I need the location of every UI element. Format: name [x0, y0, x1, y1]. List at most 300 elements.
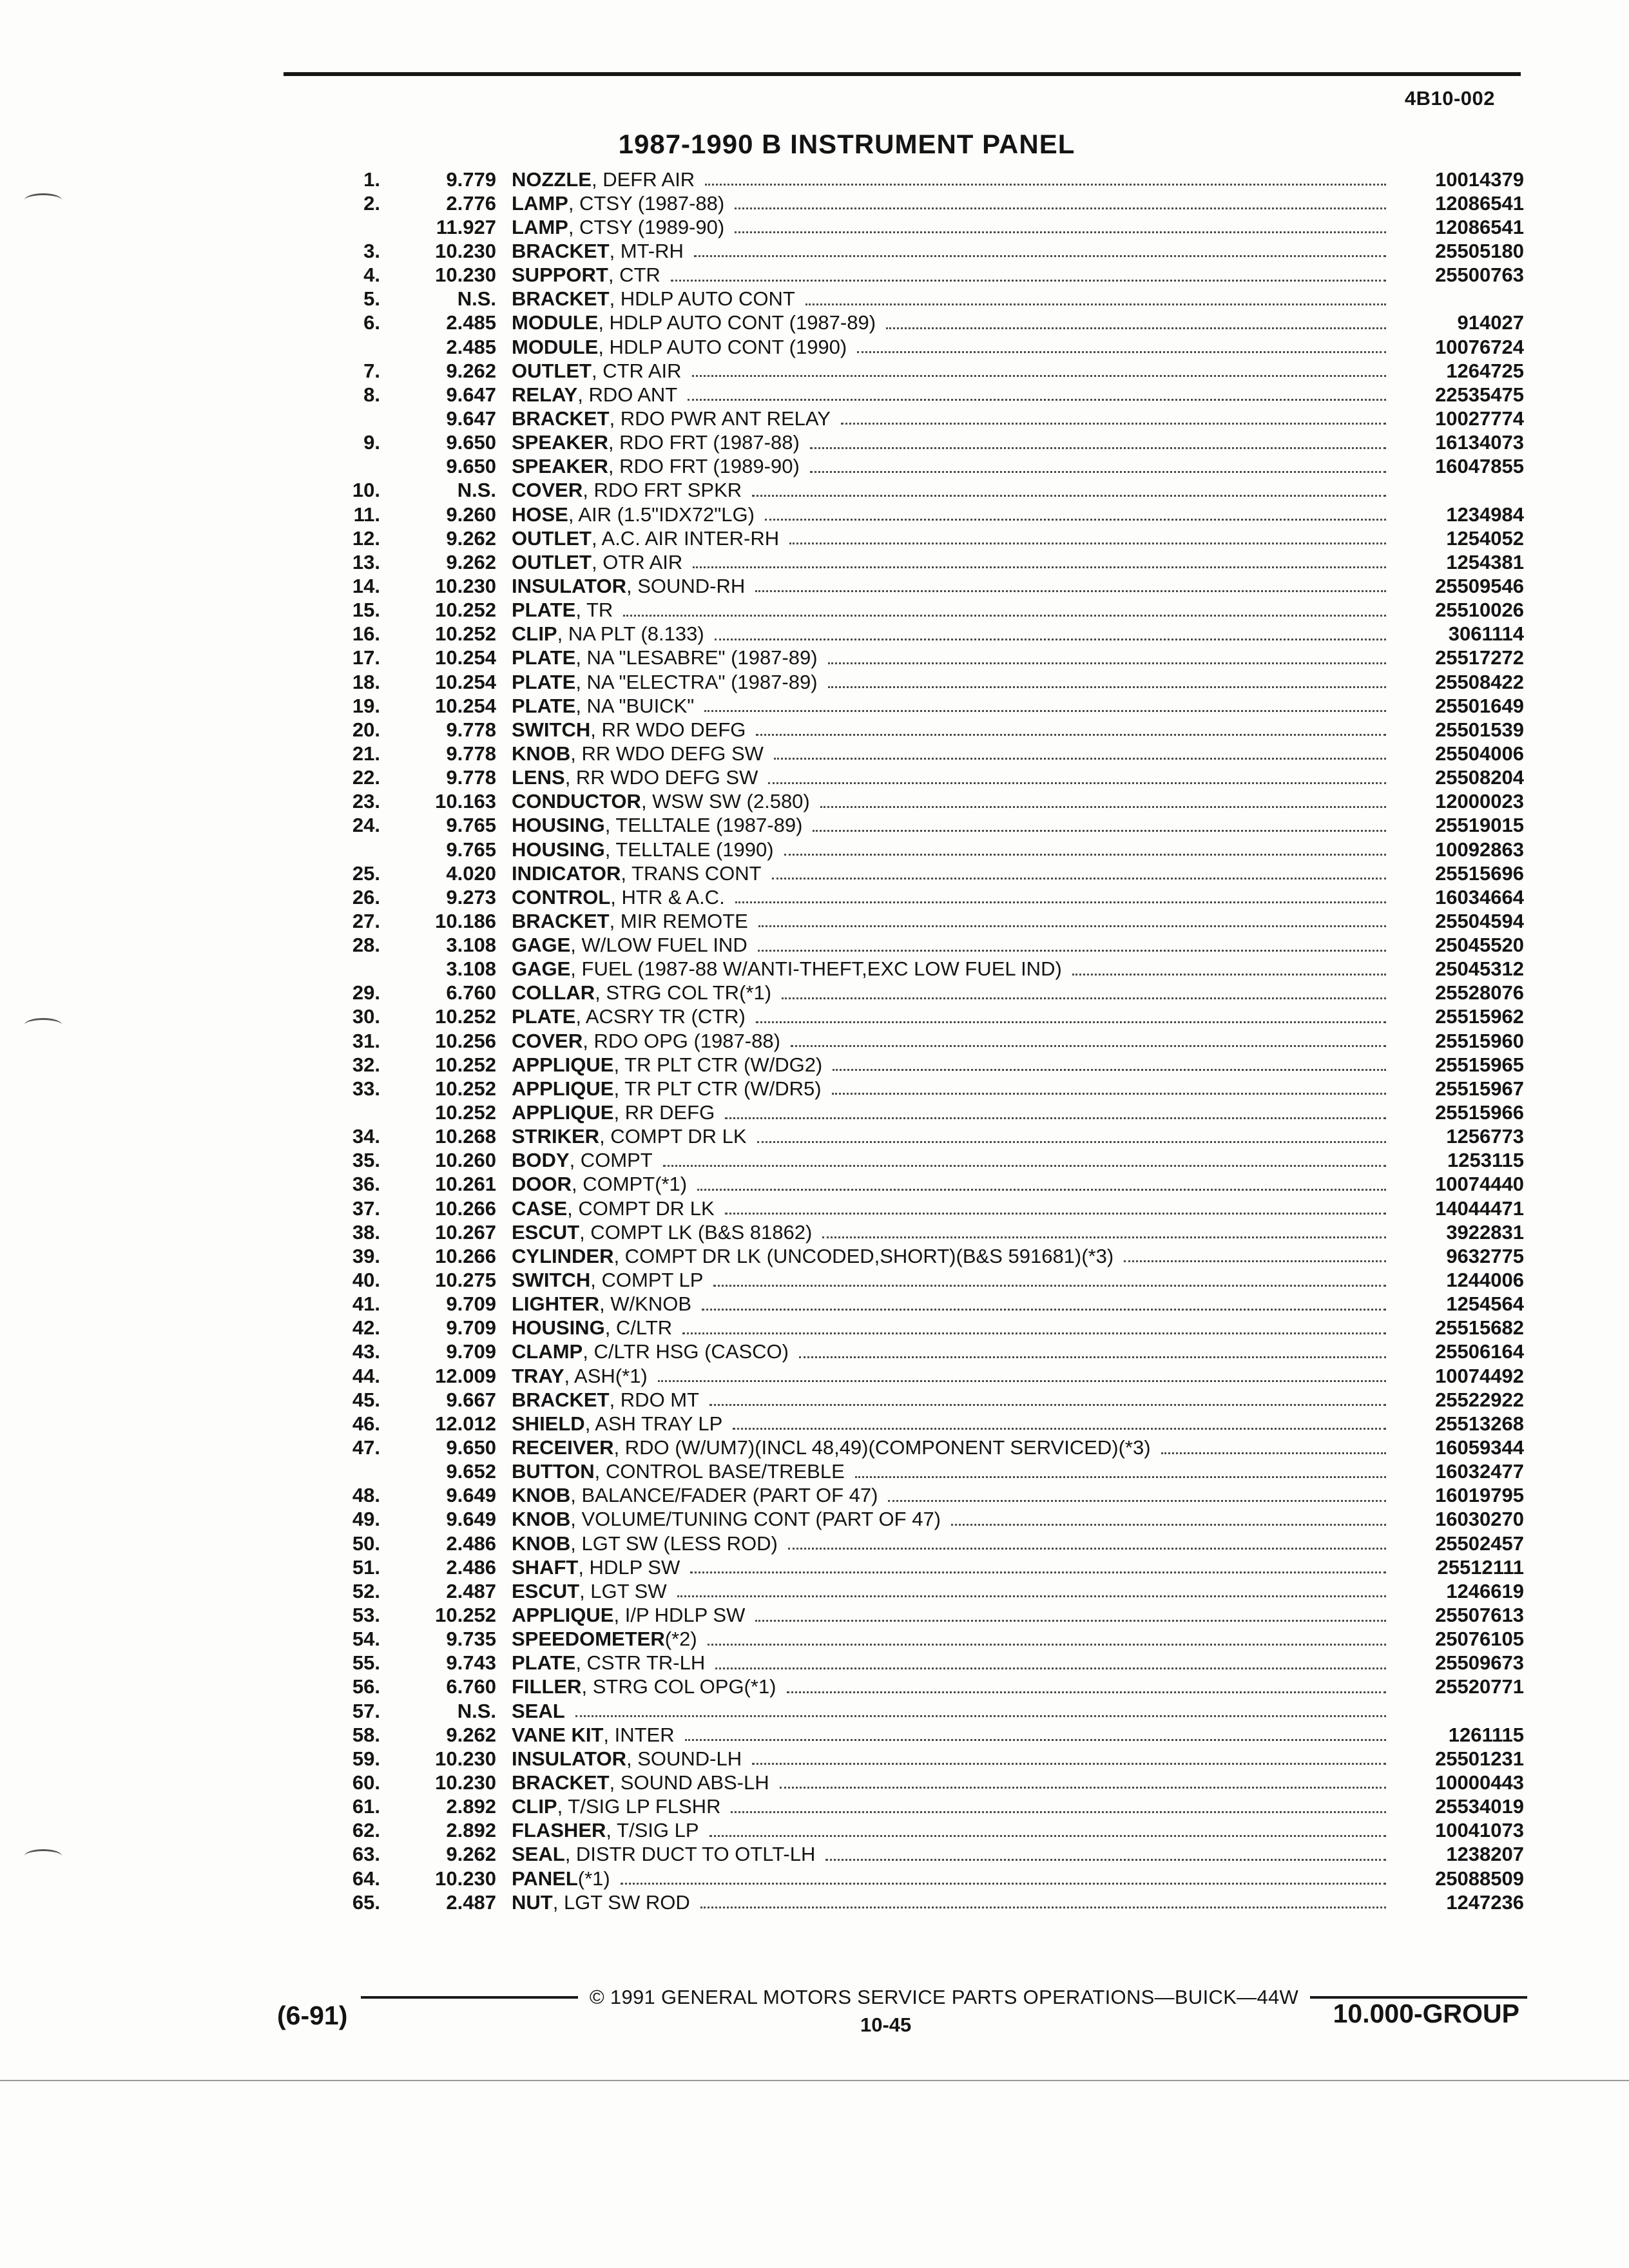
group-number: 9.743: [446, 1651, 496, 1675]
part-number: 25513268: [1435, 1412, 1524, 1435]
part-name: SHAFT: [512, 1555, 579, 1579]
part-row: [284, 1508, 1524, 1532]
item-number: 14.: [352, 574, 380, 597]
part-number: 16047855: [1435, 455, 1524, 478]
group-number: 10.252: [435, 599, 496, 622]
part-row: [284, 383, 1524, 407]
part-number: 16030270: [1435, 1508, 1524, 1531]
group-number: 9.735: [446, 1628, 496, 1651]
part-description: [512, 1556, 1395, 1579]
part-row: [284, 1412, 1524, 1436]
part-number: 25515682: [1435, 1316, 1524, 1340]
part-name: ESCUT: [512, 1579, 580, 1602]
group-number: 9.778: [446, 742, 496, 765]
part-row: [284, 1125, 1524, 1149]
part-number: 25515967: [1435, 1077, 1524, 1100]
part-number: 1254564: [1446, 1293, 1524, 1316]
dot-leader: [951, 1524, 1386, 1526]
part-detail: , W/KNOB: [599, 1293, 692, 1316]
part-detail: , I/P HDLP SW: [613, 1604, 746, 1626]
part-row: [284, 1555, 1524, 1579]
part-number: 25515965: [1435, 1053, 1524, 1076]
part-number: 25534019: [1435, 1795, 1524, 1818]
footer-copyright: © 1991 GENERAL MOTORS SERVICE PARTS OPERATIONS—BUICK—44W: [589, 1986, 1299, 2008]
part-number: 1247236: [1446, 1890, 1524, 1914]
part-detail: , CTR: [608, 264, 660, 287]
dot-leader: [857, 351, 1386, 353]
part-description: [512, 1173, 1395, 1196]
dot-leader: [886, 327, 1386, 329]
group-number: 10.254: [435, 694, 496, 717]
part-detail: , RDO MT: [609, 1388, 700, 1411]
dot-leader: [709, 1835, 1386, 1837]
part-description: [512, 695, 1395, 718]
item-number: 32.: [352, 1053, 380, 1076]
group-number: 9.650: [446, 455, 496, 478]
item-number: 36.: [352, 1173, 380, 1196]
part-row: [284, 359, 1524, 383]
part-description: [512, 479, 1395, 502]
dot-leader: [1124, 1260, 1386, 1262]
dot-leader: [688, 399, 1386, 401]
group-number: 10.230: [435, 264, 496, 287]
dot-leader: [780, 1787, 1386, 1789]
part-detail: , ASH TRAY LP: [584, 1412, 723, 1435]
group-number: 10.230: [435, 1771, 496, 1794]
dot-leader: [791, 1045, 1386, 1047]
dot-leader: [663, 1165, 1386, 1167]
part-detail: , COMPT DR LK: [599, 1125, 747, 1148]
part-name: CLAMP: [512, 1340, 583, 1363]
dot-leader: [692, 375, 1386, 377]
part-row: [284, 1268, 1524, 1292]
part-description: [512, 1724, 1395, 1747]
part-detail: (*1): [577, 1867, 610, 1890]
part-number: 25515960: [1435, 1029, 1524, 1052]
part-number: 914027: [1457, 311, 1524, 334]
part-detail: , TR PLT CTR (W/DR5): [613, 1077, 822, 1100]
group-number: 2.487: [446, 1890, 496, 1914]
part-detail: , RR WDO DEFG SW: [564, 766, 758, 789]
dot-leader: [799, 1356, 1386, 1358]
part-row: [284, 574, 1524, 598]
part-description: [512, 1867, 1395, 1890]
part-name: HOSE: [512, 503, 568, 526]
part-description: [512, 192, 1395, 215]
part-row: [284, 1053, 1524, 1077]
item-number: 10.: [352, 479, 380, 502]
dot-leader: [1072, 974, 1386, 975]
part-description: [512, 1508, 1395, 1531]
part-description: [512, 1030, 1395, 1053]
dot-leader: [810, 471, 1386, 473]
part-name: ESCUT: [512, 1220, 580, 1244]
part-row: [284, 1244, 1524, 1268]
part-detail: , LGT SW: [579, 1579, 667, 1602]
group-number: 6.760: [446, 1675, 496, 1698]
part-detail: , RDO (W/UM7)(INCL 48,49)(COMPONENT SERVICED)(*3): [613, 1436, 1151, 1459]
part-name: PLATE: [512, 1005, 576, 1028]
part-name: APPLIQUE: [512, 1053, 614, 1076]
part-row: [284, 1723, 1524, 1747]
part-description: [512, 1484, 1395, 1507]
part-detail: , DEFR AIR: [592, 168, 695, 191]
item-number: 43.: [352, 1340, 380, 1363]
part-description: [512, 1436, 1395, 1459]
part-row: [284, 885, 1524, 909]
part-detail: , RDO ANT: [577, 383, 678, 406]
footer-date: (6-91): [277, 2001, 348, 2030]
dot-leader: [756, 1021, 1386, 1023]
item-number: 57.: [352, 1699, 380, 1722]
part-number: 25509546: [1435, 574, 1524, 597]
item-number: 15.: [352, 599, 380, 622]
item-number: 35.: [352, 1149, 380, 1172]
part-name: BRACKET: [512, 239, 610, 262]
dot-leader: [758, 925, 1386, 927]
part-number: 10092863: [1435, 838, 1524, 861]
part-number: 25505180: [1435, 239, 1524, 262]
part-description: [512, 1675, 1395, 1698]
part-description: [512, 455, 1395, 478]
item-number: 56.: [352, 1675, 380, 1698]
dot-leader: [715, 639, 1386, 640]
part-row: [284, 1628, 1524, 1651]
dot-leader: [1161, 1452, 1386, 1454]
part-detail: , SOUND-LH: [626, 1747, 742, 1770]
item-number: 47.: [352, 1436, 380, 1459]
dot-leader: [757, 1141, 1386, 1143]
part-name: BRACKET: [512, 287, 610, 311]
dot-leader: [685, 1739, 1386, 1741]
part-description: [512, 718, 1395, 742]
part-number: 25088509: [1435, 1867, 1524, 1890]
part-detail: , LGT SW (LESS ROD): [570, 1532, 778, 1555]
part-description: [512, 981, 1395, 1004]
part-description: [512, 1891, 1395, 1914]
part-detail: , FUEL (1987-88 W/ANTI-THEFT,EXC LOW FUEL IND): [570, 957, 1062, 981]
dot-leader: [715, 1667, 1386, 1669]
part-detail: , NA "LESABRE" (1987-89): [575, 646, 818, 669]
part-row: [284, 981, 1524, 1005]
part-detail: (*2): [664, 1628, 697, 1651]
part-detail: , T/SIG LP FLSHR: [557, 1795, 721, 1818]
part-detail: , NA PLT (8.133): [557, 622, 704, 646]
part-detail: , HDLP AUTO CONT: [609, 287, 795, 311]
part-detail: , TELLTALE (1990): [604, 838, 774, 861]
part-row: [284, 503, 1524, 526]
part-name: SHIELD: [512, 1412, 585, 1435]
part-row: [284, 1867, 1524, 1890]
dot-leader: [708, 1644, 1386, 1646]
part-row: [284, 1388, 1524, 1412]
part-row: [284, 838, 1524, 861]
part-name: BODY: [512, 1149, 570, 1172]
dot-leader: [682, 1332, 1386, 1334]
part-row: [284, 407, 1524, 430]
part-number: 25515962: [1435, 1005, 1524, 1028]
dot-leader: [709, 1404, 1386, 1406]
part-number: 10027774: [1435, 407, 1524, 430]
part-detail: , AIR (1.5"IDX72"LG): [568, 503, 755, 526]
part-name: NUT: [512, 1890, 553, 1914]
item-number: 37.: [352, 1196, 380, 1220]
dot-leader: [768, 782, 1386, 784]
part-row: [284, 431, 1524, 455]
part-row: [284, 1771, 1524, 1794]
binder-hole-mark: [24, 1018, 62, 1032]
part-description: [512, 168, 1395, 191]
item-number: 38.: [352, 1220, 380, 1244]
part-detail: , RDO FRT SPKR: [583, 479, 742, 502]
part-row: [284, 1005, 1524, 1029]
part-number: 16134073: [1435, 431, 1524, 454]
part-description: [512, 1412, 1395, 1436]
part-detail: , STRG COL OPG(*1): [581, 1675, 776, 1698]
part-description: [512, 1221, 1395, 1244]
dot-leader: [758, 950, 1386, 952]
dot-leader: [888, 1500, 1386, 1502]
part-row: [284, 287, 1524, 311]
part-detail: , STRG COL TR(*1): [595, 981, 772, 1004]
part-row: [284, 814, 1524, 838]
group-number: 10.252: [435, 1604, 496, 1626]
part-name: VANE KIT: [512, 1723, 604, 1746]
part-number: 12086541: [1435, 215, 1524, 238]
part-detail: , DISTR DUCT TO OTLT-LH: [564, 1843, 816, 1866]
item-number: 9.: [363, 431, 380, 454]
item-number: 58.: [352, 1723, 380, 1746]
item-number: 33.: [352, 1077, 380, 1100]
dot-leader: [805, 303, 1386, 305]
part-number: 9632775: [1446, 1244, 1524, 1267]
group-number: 9.650: [446, 1436, 496, 1459]
item-number: 48.: [352, 1484, 380, 1507]
part-name: INSULATOR: [512, 574, 626, 597]
item-number: 25.: [352, 861, 380, 885]
item-number: 60.: [352, 1771, 380, 1794]
group-number: 10.163: [435, 790, 496, 813]
part-name: NOZZLE: [512, 168, 592, 191]
dot-leader: [752, 495, 1386, 497]
dot-leader: [704, 710, 1386, 712]
part-description: [512, 1747, 1395, 1771]
part-number: 25528076: [1435, 981, 1524, 1004]
part-number: 1246619: [1446, 1579, 1524, 1602]
part-name: HOUSING: [512, 814, 605, 837]
part-description: [512, 216, 1395, 239]
item-number: 13.: [352, 550, 380, 573]
dot-leader: [700, 1907, 1386, 1908]
part-name: PLATE: [512, 646, 576, 669]
dot-leader: [772, 878, 1386, 879]
part-description: [512, 862, 1395, 885]
part-name: SEAL: [512, 1843, 565, 1866]
dot-leader: [841, 423, 1386, 425]
item-number: 53.: [352, 1604, 380, 1626]
part-name: GAGE: [512, 934, 571, 957]
part-detail: , TELLTALE (1987-89): [604, 814, 803, 837]
part-row: [284, 766, 1524, 790]
part-name: STRIKER: [512, 1125, 600, 1148]
part-row: [284, 1436, 1524, 1459]
dot-leader: [752, 1763, 1386, 1765]
dot-leader: [694, 255, 1386, 257]
part-number: 16019795: [1435, 1484, 1524, 1507]
item-number: 17.: [352, 646, 380, 669]
dot-leader: [813, 830, 1386, 832]
part-detail: , RR WDO DEFG: [590, 718, 746, 741]
item-number: 39.: [352, 1244, 380, 1267]
part-description: [512, 1651, 1395, 1675]
part-name: LAMP: [512, 191, 568, 215]
dot-leader: [765, 519, 1386, 521]
part-row: [284, 646, 1524, 670]
part-description: [512, 383, 1395, 407]
part-number: 25501649: [1435, 694, 1524, 717]
part-row: [284, 526, 1524, 550]
part-number: 10041073: [1435, 1819, 1524, 1842]
item-number: 41.: [352, 1293, 380, 1316]
part-description: [512, 814, 1395, 837]
group-number: 10.260: [435, 1149, 496, 1172]
part-description: [512, 503, 1395, 526]
item-number: 52.: [352, 1579, 380, 1602]
part-number: 3061114: [1448, 622, 1524, 646]
group-number: 2.486: [446, 1555, 496, 1579]
part-row: [284, 670, 1524, 694]
part-description: [512, 1245, 1395, 1268]
part-description: [512, 1460, 1395, 1483]
group-number: 9.260: [446, 503, 496, 526]
part-number: 1253115: [1447, 1149, 1524, 1172]
part-name: PLATE: [512, 599, 576, 622]
part-description: [512, 646, 1395, 669]
part-name: KNOB: [512, 742, 571, 765]
part-row: [284, 215, 1524, 239]
part-description: [512, 336, 1395, 359]
part-row: [284, 191, 1524, 215]
group-number: 9.647: [446, 383, 496, 406]
part-detail: , RDO PWR ANT RELAY: [609, 407, 831, 430]
part-number: 25502457: [1435, 1532, 1524, 1555]
part-detail: , RDO FRT (1989-90): [608, 455, 800, 478]
part-name: TRAY: [512, 1364, 564, 1387]
item-number: 16.: [352, 622, 380, 646]
item-number: 5.: [363, 287, 380, 311]
item-number: 23.: [352, 790, 380, 813]
group-number: 9.652: [446, 1460, 496, 1483]
part-row: [284, 1532, 1524, 1555]
part-row: [284, 1077, 1524, 1100]
part-name: BRACKET: [512, 909, 610, 932]
part-description: [512, 287, 1395, 311]
part-name: SEAL: [512, 1699, 565, 1722]
part-description: [512, 1843, 1395, 1866]
part-description: [512, 1365, 1395, 1388]
part-number: 25501539: [1435, 718, 1524, 741]
part-description: [512, 790, 1395, 813]
part-detail: , CTSY (1989-90): [568, 215, 725, 238]
part-name: BRACKET: [512, 407, 610, 430]
group-number: 10.252: [435, 1101, 496, 1124]
part-name: HOUSING: [512, 1316, 605, 1340]
item-number: 49.: [352, 1508, 380, 1531]
part-name: RELAY: [512, 383, 578, 406]
part-detail: , INTER: [603, 1723, 675, 1746]
parts-list: [284, 168, 1524, 1914]
part-row: [284, 1651, 1524, 1675]
group-number: 10.266: [435, 1244, 496, 1267]
part-description: [512, 766, 1395, 789]
part-number: 25508422: [1435, 670, 1524, 693]
part-number: 25522922: [1435, 1388, 1524, 1411]
group-number: 2.485: [446, 311, 496, 334]
part-number: 1238207: [1446, 1843, 1524, 1866]
part-description: [512, 599, 1395, 622]
part-detail: , HTR & A.C.: [610, 885, 725, 908]
part-number: 25520771: [1435, 1675, 1524, 1698]
part-detail: , CTSY (1987-88): [568, 191, 725, 215]
part-description: [512, 1077, 1395, 1100]
part-name: LENS: [512, 766, 565, 789]
part-name: CONDUCTOR: [512, 790, 641, 813]
part-number: 22535475: [1435, 383, 1524, 406]
item-number: 51.: [352, 1555, 380, 1579]
part-row: [284, 1220, 1524, 1244]
part-detail: , RR WDO DEFG SW: [570, 742, 764, 765]
part-detail: , MIR REMOTE: [609, 909, 748, 932]
part-description: [512, 1340, 1395, 1363]
part-detail: , SOUND ABS-LH: [609, 1771, 769, 1794]
dot-leader: [621, 1883, 1386, 1885]
part-number: 10014379: [1435, 168, 1524, 191]
part-number: 1254052: [1446, 526, 1524, 550]
part-description: [512, 1628, 1395, 1651]
group-number: 3.108: [446, 957, 496, 981]
item-number: 65.: [352, 1890, 380, 1914]
group-number: 9.262: [446, 1843, 496, 1866]
part-row: [284, 1675, 1524, 1699]
group-number: 10.186: [435, 909, 496, 932]
part-description: [512, 527, 1395, 550]
part-name: SWITCH: [512, 1269, 591, 1292]
part-number: 25500763: [1435, 264, 1524, 287]
part-name: LAMP: [512, 215, 568, 238]
part-name: KNOB: [512, 1484, 571, 1507]
part-number: 25506164: [1435, 1340, 1524, 1363]
binder-hole-mark: [24, 1849, 62, 1863]
part-detail: , COMPT DR LK: [567, 1196, 715, 1220]
group-number: 2.892: [446, 1795, 496, 1818]
dot-leader: [833, 1069, 1386, 1071]
part-number: 25045312: [1435, 957, 1524, 981]
group-number: 9.273: [446, 885, 496, 908]
group-number: 2.485: [446, 335, 496, 358]
part-name: PLATE: [512, 1651, 576, 1675]
part-description: [512, 957, 1395, 981]
group-number: 10.268: [435, 1125, 496, 1148]
part-name: FILLER: [512, 1675, 582, 1698]
part-row: [284, 550, 1524, 574]
dot-leader: [713, 1285, 1386, 1287]
part-name: CLIP: [512, 1795, 557, 1818]
group-number: 10.266: [435, 1196, 496, 1220]
part-name: INDICATOR: [512, 861, 621, 885]
part-row: [284, 622, 1524, 646]
item-number: 6.: [363, 311, 380, 334]
part-description: [512, 742, 1395, 765]
